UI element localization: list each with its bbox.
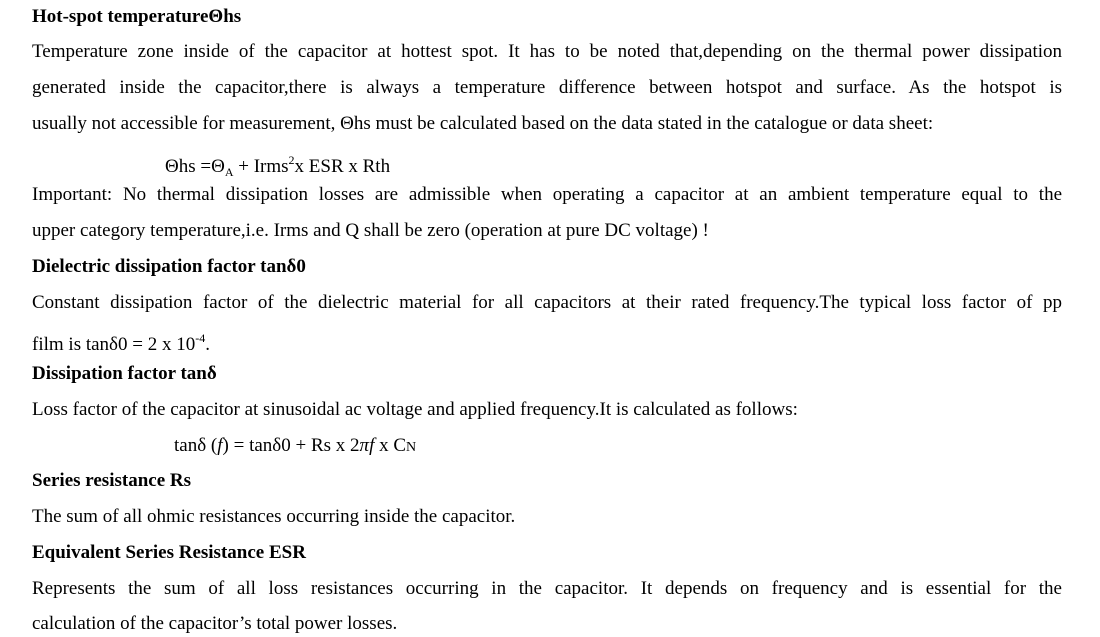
- dissipation-paragraph-line-1: Loss factor of the capacitor at sinusoidal ac voltage and applied frequency.It is calculated as follows:: [32, 399, 798, 420]
- heading-hotspot-temperature: Hot-spot temperatureΘhs: [32, 6, 242, 27]
- heading-equivalent-series-resistance: Equivalent Series Resistance ESR: [32, 542, 306, 563]
- formula-lhs: Θhs =Θ: [165, 156, 225, 177]
- dielectric-period: .: [205, 334, 210, 355]
- important-note-line-2: upper category temperature,i.e. Irms and Q shall be zero (operation at pure DC voltage) !: [32, 220, 709, 241]
- dissipation-formula-a: tanδ (: [174, 435, 218, 456]
- series-resistance-paragraph: The sum of all ohmic resistances occurring inside the capacitor.: [32, 506, 516, 527]
- formula-mid: + Irms: [233, 156, 289, 177]
- esr-paragraph-line-1: Represents the sum of all loss resistances occurring in the capacitor. It depends on frequency and is essential for the: [32, 578, 1062, 599]
- dielectric-value-text: film is tanδ0 = 2 x 10: [32, 334, 196, 355]
- formula-rhs: x ESR x Rth: [294, 156, 391, 177]
- heading-series-resistance: Series resistance Rs: [32, 470, 192, 491]
- dissipation-formula-n: N: [406, 440, 417, 455]
- esr-paragraph-line-2: calculation of the capacitor’s total power losses.: [32, 613, 398, 634]
- dielectric-exponent: -4: [195, 331, 206, 345]
- formula-superscript-2: 2: [288, 153, 295, 167]
- dielectric-paragraph-line-1: Constant dissipation factor of the dielectric material for all capacitors at their rated frequency.The typical loss factor of pp: [32, 292, 1062, 313]
- heading-dielectric-dissipation-factor: Dielectric dissipation factor tanδ0: [32, 256, 306, 277]
- dissipation-formula-f1: f: [217, 435, 223, 456]
- dissipation-formula-c: x C: [374, 435, 407, 456]
- dissipation-formula-b: ) = tanδ0 + Rs x 2: [222, 435, 360, 456]
- dissipation-formula-pi: π: [359, 435, 370, 456]
- hotspot-paragraph-line-2: generated inside the capacitor,there is always a temperature difference between hotspot and surface. As the hotspot is: [32, 77, 1062, 98]
- dissipation-formula-f2: f: [369, 435, 375, 456]
- dissipation-formula: [174, 435, 416, 459]
- hotspot-paragraph-line-3: usually not accessible for measurement, Θhs must be calculated based on the data stated in the catalogue or data sheet:: [32, 113, 934, 134]
- dielectric-paragraph-line-2: [32, 327, 210, 356]
- hotspot-paragraph-line-1: Temperature zone inside of the capacitor at hottest spot. It has to be noted that,depending on the thermal power dissipation: [32, 41, 1062, 62]
- hotspot-formula: [165, 149, 390, 183]
- important-note-line-1: Important: No thermal dissipation losses are admissible when operating a capacitor at an ambient temperature equal to the: [32, 184, 1062, 205]
- formula-subscript-a: A: [224, 165, 234, 179]
- heading-dissipation-factor: Dissipation factor tanδ: [32, 363, 217, 384]
